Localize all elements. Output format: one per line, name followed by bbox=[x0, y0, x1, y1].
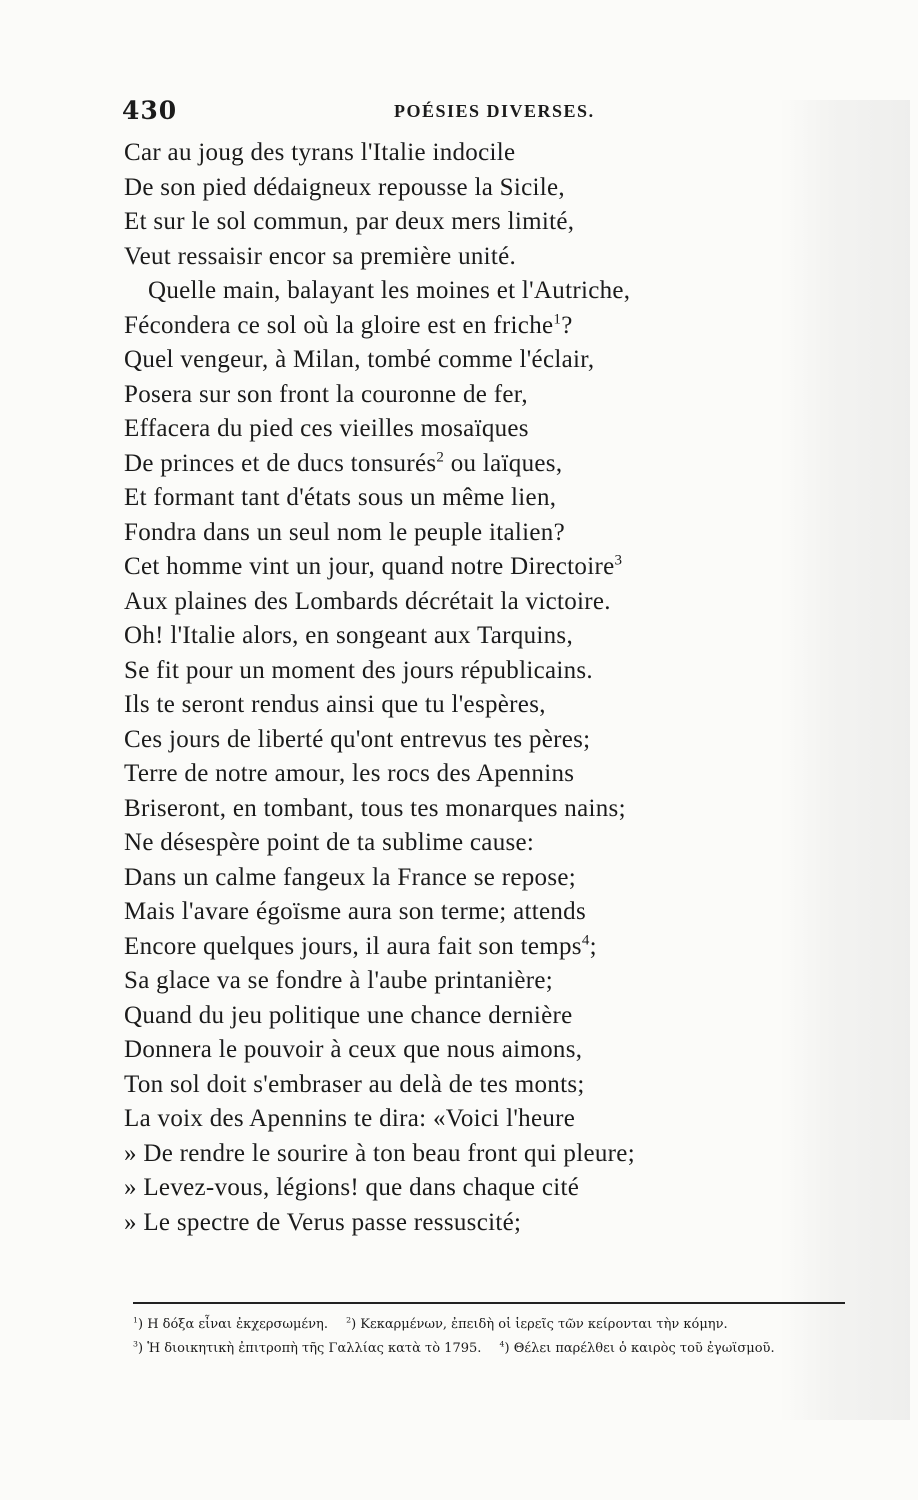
poem-line-text: Fécondera ce sol où la gloire est en friche bbox=[124, 311, 554, 339]
poem-line-text: Posera sur son front la couronne de fer, bbox=[124, 380, 528, 408]
footnotes bbox=[133, 1313, 845, 1361]
footnote-reference: 2 bbox=[436, 449, 445, 466]
poem-line-text: » Le spectre de Verus passe ressuscité; bbox=[124, 1208, 522, 1236]
poem-line bbox=[124, 688, 774, 723]
poem-line-text: Encore quelques jours, il aura fait son temps bbox=[124, 932, 582, 960]
poem-line bbox=[124, 447, 774, 482]
footnote-mark: 1 bbox=[133, 1315, 138, 1325]
poem-line bbox=[124, 205, 774, 240]
poem-line-text: Donnera le pouvoir à ceux que nous aimons, bbox=[124, 1036, 583, 1063]
poem-line bbox=[124, 1171, 774, 1206]
poem-line bbox=[124, 895, 774, 930]
poem-line bbox=[124, 792, 774, 827]
footnote-reference: 1 bbox=[553, 311, 562, 328]
page-header bbox=[122, 96, 762, 130]
poem-line-text: Ces jours de liberté qu'ont entrevus tes pères; bbox=[124, 725, 591, 753]
footnote-rule bbox=[133, 1302, 845, 1304]
poem-line-text: Ton sol doit s'embraser au delà de tes monts; bbox=[124, 1070, 585, 1098]
footnote-mark: 3 bbox=[133, 1339, 138, 1349]
footnote-3: $^3$) Ἡ διοικητικὴ ἐπιτροπὴ τῆς Γαλλίας κατὰ τὸ 1795. bbox=[133, 1339, 482, 1356]
footnote-4: $^4$) Θέλει παρέλθει ὁ καιρὸς τοῦ ἐγωϊσμοῦ. bbox=[499, 1339, 775, 1356]
poem-line bbox=[124, 412, 774, 447]
footnote-2: $^2$) Κεκαρμένων, ἐπειδὴ οἱ ἱερεῖς τῶν κείρονται τὴν κόμην. bbox=[346, 1315, 728, 1332]
poem-text bbox=[124, 136, 774, 1240]
poem-line bbox=[124, 550, 774, 585]
footnote-1: $^1$) Η δόξα εἶναι ἐκχερσωμένη. bbox=[133, 1315, 328, 1332]
poem-line bbox=[124, 654, 774, 689]
footnote-line bbox=[133, 1337, 845, 1361]
poem-line-text: Aux plaines des Lombards décrétait la victoire. bbox=[124, 587, 611, 615]
poem-line-text: Briseront, en tombant, tous tes monarques nains; bbox=[124, 794, 626, 822]
poem-line bbox=[124, 1033, 774, 1068]
footnote-text: Κεκαρμένων, ἐπειδὴ οἱ ἱερεῖς τῶν κείρονται τὴν κόμην. bbox=[360, 1317, 728, 1332]
footnote-text: Ἡ διοικητικὴ ἐπιτροπὴ τῆς Γαλλίας κατὰ τὸ 1795. bbox=[147, 1341, 482, 1356]
footnote-text: Η δόξα εἶναι ἐκχερσωμένη. bbox=[147, 1317, 328, 1332]
poem-line bbox=[124, 1137, 774, 1172]
facing-page-show-through bbox=[780, 100, 910, 1420]
poem-line-tail: ? bbox=[561, 311, 573, 339]
poem-line-text: De princes et de ducs tonsurés bbox=[124, 449, 437, 477]
poem-line bbox=[124, 826, 774, 861]
footnote-line bbox=[133, 1313, 845, 1337]
footnote-text: Θέλει παρέλθει ὁ καιρὸς τοῦ ἐγωϊσμοῦ. bbox=[513, 1341, 775, 1356]
poem-line bbox=[124, 1102, 774, 1137]
poem-line-text: Oh! l'Italie alors, en songeant aux Tarquins, bbox=[124, 622, 574, 649]
poem-line-text: Veut ressaisir encor sa première unité. bbox=[124, 242, 517, 270]
poem-line bbox=[124, 930, 774, 965]
poem-line-text: Ils te seront rendus ainsi que tu l'espères, bbox=[124, 691, 546, 718]
poem-line-text: » De rendre le sourire à ton beau front qui pleure; bbox=[124, 1139, 635, 1167]
poem-line bbox=[124, 481, 774, 516]
poem-line bbox=[124, 1206, 774, 1241]
poem-line bbox=[124, 136, 774, 171]
poem-line-text: Terre de notre amour, les rocs des Apennins bbox=[124, 760, 575, 787]
poem-line-text: Et sur le sol commun, par deux mers limité, bbox=[124, 208, 575, 235]
poem-line bbox=[124, 964, 774, 999]
poem-line-text: Dans un calme fangeux la France se repose; bbox=[124, 863, 577, 891]
poem-line-text: La voix des Apennins te dira: «Voici l'heure bbox=[124, 1105, 576, 1132]
poem-line bbox=[124, 723, 774, 758]
poem-line-text: Quand du jeu politique une chance dernière bbox=[124, 1001, 573, 1029]
poem-line-text: Cet homme vint un jour, quand notre Directoire bbox=[124, 553, 615, 580]
poem-line-tail: ; bbox=[589, 932, 597, 960]
poem-line-text: Ne désespère point de ta sublime cause: bbox=[124, 829, 535, 856]
poem-line-text: Et formant tant d'états sous un même lien, bbox=[124, 484, 557, 511]
poem-line bbox=[124, 619, 774, 654]
poem-line bbox=[124, 274, 774, 309]
poem-line-text: De son pied dédaigneux repousse la Sicile, bbox=[124, 173, 565, 201]
footnote-mark: 4 bbox=[499, 1339, 505, 1349]
poem-line bbox=[124, 999, 774, 1034]
poem-line bbox=[124, 1068, 774, 1103]
poem-line bbox=[124, 516, 774, 551]
footnote-mark: 2 bbox=[346, 1315, 352, 1325]
footnote-reference: 4 bbox=[581, 932, 590, 949]
running-head: POÉSIES DIVERSES. bbox=[394, 101, 595, 121]
poem-line bbox=[124, 171, 774, 206]
poem-line-text: Effacera du pied ces vieilles mosaïques bbox=[124, 415, 529, 442]
poem-line-text: Sa glace va se fondre à l'aube printanière; bbox=[124, 967, 554, 994]
poem-line bbox=[124, 378, 774, 413]
poem-line-text: Quelle main, balayant les moines et l'Autriche, bbox=[148, 277, 631, 304]
poem-line-text: Fondra dans un seul nom le peuple italien? bbox=[124, 518, 565, 546]
page-number: 430 bbox=[122, 96, 178, 125]
poem-line bbox=[124, 861, 774, 896]
poem-line bbox=[124, 757, 774, 792]
poem-line-text: Car au joug des tyrans l'Italie indocile bbox=[124, 139, 516, 166]
poem-line bbox=[124, 309, 774, 344]
poem-line-text: Quel vengeur, à Milan, tombé comme l'éclair, bbox=[124, 346, 595, 373]
poem-line-text: » Levez-vous, légions! que dans chaque cité bbox=[124, 1174, 580, 1201]
poem-line bbox=[124, 240, 774, 275]
footnote-reference: 3 bbox=[614, 552, 623, 569]
poem-line bbox=[124, 343, 774, 378]
poem-line-text: Se fit pour un moment des jours républicains. bbox=[124, 656, 593, 684]
poem-line bbox=[124, 585, 774, 620]
poem-line-text: Mais l'avare égoïsme aura son terme; attends bbox=[124, 898, 586, 925]
poem-line-tail: ou laïques, bbox=[444, 449, 563, 477]
